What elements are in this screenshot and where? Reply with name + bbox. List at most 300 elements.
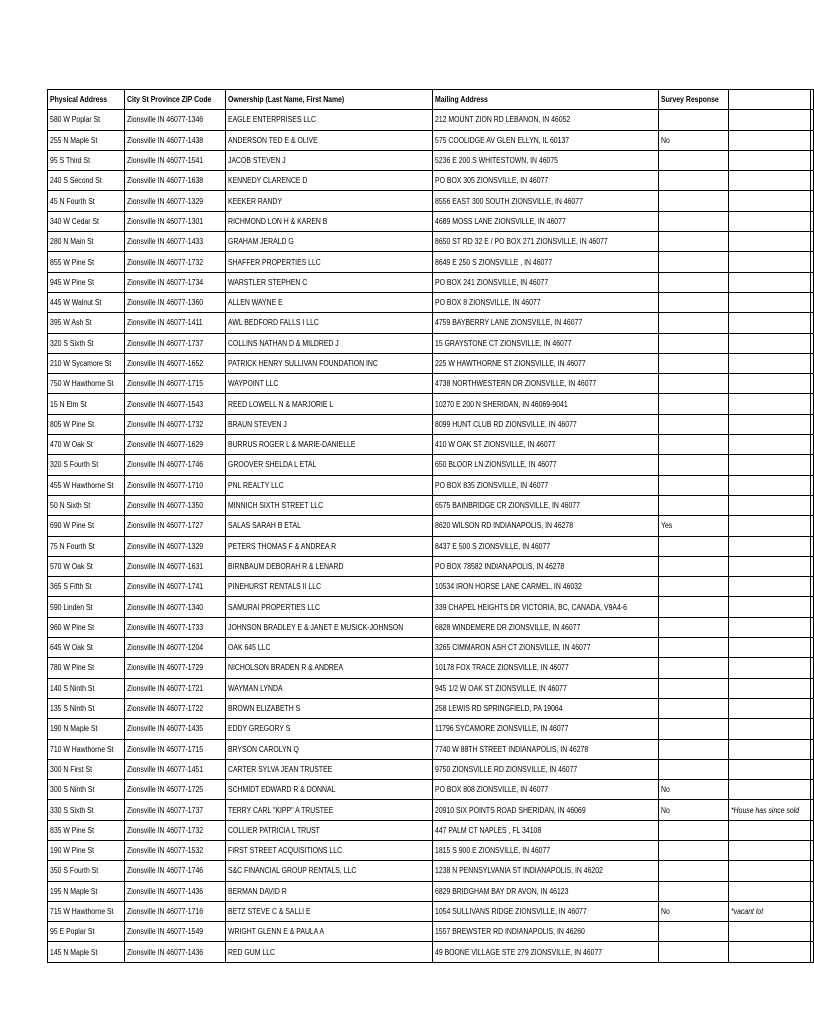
cell-ownership: SCHMIDT EDWARD R & DONNAL [225,780,432,800]
cell-note [729,252,811,272]
cell-ownership: BROWN ELIZABETH S [225,698,432,718]
cell-survey-response [658,455,728,475]
cell-blank [811,800,814,820]
cell-city-zip: Zionsville IN 46077-1451 [124,759,225,779]
table-row [48,800,814,820]
cell-note [729,536,811,556]
cell-blank [811,658,814,678]
cell-physical-address: 255 N Maple St [48,130,125,150]
cell-note [729,211,811,231]
cell-physical-address: 715 W Hawthorne St [48,901,125,921]
cell-ownership: FIRST STREET ACQUISITIONS LLC [225,840,432,860]
cell-mailing-address: 8099 HUNT CLUB RD ZIONSVILLE, IN 46077 [432,414,658,434]
cell-survey-response [658,313,728,333]
cell-blank [811,353,814,373]
cell-blank [811,739,814,759]
cell-mailing-address: 8556 EAST 300 SOUTH ZIONSVILLE, IN 46077 [432,191,658,211]
cell-mailing-address: 1557 BREWSTER RD INDIANAPOLIS, IN 46260 [432,922,658,942]
cell-physical-address: 855 W Pine St [48,252,125,272]
cell-note [729,110,811,130]
cell-mailing-address: 1815 S 900 E ZIONSVILLE, IN 46077 [432,840,658,860]
cell-city-zip: Zionsville IN 46077-1721 [124,678,225,698]
cell-physical-address: 190 N Maple St [48,719,125,739]
cell-mailing-address: PO BOX 808 ZIONSVILLE, IN 46077 [432,780,658,800]
cell-ownership: SHAFFER PROPERTIES LLC [225,252,432,272]
cell-city-zip: Zionsville IN 46077-1733 [124,617,225,637]
cell-city-zip: Zionsville IN 46077-1638 [124,171,225,191]
table-row [48,678,814,698]
cell-blank [811,719,814,739]
cell-physical-address: 570 W Oak St [48,556,125,576]
cell-ownership: JACOB STEVEN J [225,150,432,170]
table-row [48,272,814,292]
table-row [48,881,814,901]
cell-mailing-address: 410 W OAK ST ZIONSVILLE, IN 46077 [432,435,658,455]
table-row [48,313,814,333]
cell-ownership: WAYMAN LYNDA [225,678,432,698]
header-blank-2 [811,90,814,110]
cell-city-zip: Zionsville IN 46077-1436 [124,942,225,962]
cell-city-zip: Zionsville IN 46077-1732 [124,252,225,272]
header-blank-1 [729,90,811,110]
cell-city-zip: Zionsville IN 46077-1438 [124,130,225,150]
cell-mailing-address: 339 CHAPEL HEIGHTS DR VICTORIA, BC, CANADA, V9A4-6 [432,597,658,617]
cell-mailing-address: 15 GRAYSTONE CT ZIONSVILLE, IN 46077 [432,333,658,353]
cell-survey-response [658,232,728,252]
cell-mailing-address: 258 LEWIS RD SPRINGFIELD, PA 19064 [432,698,658,718]
table-row [48,171,814,191]
table-row [48,353,814,373]
cell-physical-address: 805 W Pine St [48,414,125,434]
cell-note [729,516,811,536]
cell-city-zip: Zionsville IN 46077-1631 [124,556,225,576]
table-row [48,455,814,475]
table-row [48,475,814,495]
cell-note [729,272,811,292]
cell-blank [811,171,814,191]
cell-mailing-address: 4759 BAYBERRY LANE ZIONSVILLE, IN 46077 [432,313,658,333]
cell-city-zip: Zionsville IN 46077-1725 [124,780,225,800]
cell-blank [811,211,814,231]
cell-survey-response [658,150,728,170]
cell-note [729,719,811,739]
cell-survey-response [658,861,728,881]
cell-ownership: REED LOWELL N & MARJORIE L [225,394,432,414]
cell-blank [811,110,814,130]
cell-mailing-address: 49 BOONE VILLAGE STE 279 ZIONSVILLE, IN 46077 [432,942,658,962]
cell-blank [811,292,814,312]
cell-ownership: GRAHAM JERALD G [225,232,432,252]
cell-mailing-address: 3265 CIMMARON ASH CT ZIONSVILLE, IN 46077 [432,638,658,658]
cell-city-zip: Zionsville IN 46077-1715 [124,739,225,759]
cell-mailing-address: 6829 BRIDGHAM BAY DR AVON, IN 46123 [432,881,658,901]
cell-ownership: NICHOLSON BRADEN R & ANDREA [225,658,432,678]
table-row [48,374,814,394]
cell-city-zip: Zionsville IN 46077-1204 [124,638,225,658]
cell-mailing-address: 9750 ZIONSVILLE RD ZIONSVILLE, IN 46077 [432,759,658,779]
table-row [48,942,814,962]
cell-physical-address: 470 W Oak St [48,435,125,455]
table-row [48,922,814,942]
cell-physical-address: 145 N Maple St [48,942,125,962]
cell-survey-response [658,272,728,292]
table-row [48,414,814,434]
cell-note [729,577,811,597]
cell-blank [811,759,814,779]
cell-physical-address: 280 N Main St [48,232,125,252]
cell-ownership: BIRNBAUM DEBORAH R & LENARD [225,556,432,576]
cell-city-zip: Zionsville IN 46077-1737 [124,800,225,820]
table-row [48,150,814,170]
cell-survey-response [658,739,728,759]
cell-survey-response [658,333,728,353]
cell-mailing-address: 945 1/2 W OAK ST ZIONSVILLE, IN 46077 [432,678,658,698]
cell-physical-address: 95 E Poplar St [48,922,125,942]
cell-blank [811,536,814,556]
cell-city-zip: Zionsville IN 46077-1411 [124,313,225,333]
cell-city-zip: Zionsville IN 46077-1346 [124,110,225,130]
cell-mailing-address: 650 BLOOR LN ZIONSVILLE, IN 46077 [432,455,658,475]
cell-city-zip: Zionsville IN 46077-1734 [124,272,225,292]
table-row [48,536,814,556]
cell-blank [811,333,814,353]
cell-ownership: TERRY CARL "KIPP" A TRUSTEE [225,800,432,820]
header-physical-address: Physical Address [48,90,125,110]
cell-note [729,638,811,658]
cell-blank [811,922,814,942]
cell-physical-address: 190 W Pine St [48,840,125,860]
table-row [48,252,814,272]
cell-survey-response [658,252,728,272]
cell-blank [811,820,814,840]
cell-physical-address: 780 W Pine St [48,658,125,678]
table-row [48,901,814,921]
table-row [48,110,814,130]
cell-blank [811,638,814,658]
cell-note [729,150,811,170]
cell-city-zip: Zionsville IN 46077-1729 [124,658,225,678]
cell-blank [811,861,814,881]
cell-mailing-address: PO BOX 8 ZIONSVILLE, IN 46077 [432,292,658,312]
cell-note [729,171,811,191]
cell-physical-address: 75 N Fourth St [48,536,125,556]
cell-physical-address: 50 N Sixth St [48,495,125,515]
cell-ownership: MINNICH SIXTH STREET LLC [225,495,432,515]
cell-note [729,942,811,962]
table-row [48,556,814,576]
cell-physical-address: 15 N Elm St [48,394,125,414]
cell-ownership: SAMURAI PROPERTIES LLC [225,597,432,617]
cell-survey-response [658,638,728,658]
cell-ownership: EAGLE ENTERPRISES LLC [225,110,432,130]
cell-physical-address: 135 S Ninth St [48,698,125,718]
cell-ownership: PNL REALTY LLC [225,475,432,495]
cell-ownership: COLLIER PATRICIA L TRUST [225,820,432,840]
cell-survey-response: No [658,130,728,150]
cell-survey-response [658,353,728,373]
header-survey-response: Survey Response [658,90,728,110]
cell-note [729,840,811,860]
table-row [48,780,814,800]
cell-survey-response [658,556,728,576]
cell-physical-address: 710 W Hawthorne St [48,739,125,759]
cell-note [729,698,811,718]
cell-city-zip: Zionsville IN 46077-1360 [124,292,225,312]
cell-survey-response [658,374,728,394]
cell-city-zip: Zionsville IN 46077-1737 [124,333,225,353]
cell-mailing-address: 8437 E 500 S ZIONSVILLE, IN 46077 [432,536,658,556]
cell-physical-address: 350 S Fourth St [48,861,125,881]
table-row [48,840,814,860]
cell-survey-response [658,658,728,678]
cell-city-zip: Zionsville IN 46077-1652 [124,353,225,373]
cell-survey-response [658,759,728,779]
cell-survey-response [658,292,728,312]
cell-blank [811,374,814,394]
cell-note [729,617,811,637]
table-row [48,232,814,252]
cell-note [729,313,811,333]
cell-note [729,191,811,211]
cell-mailing-address: 7740 W 88TH STREET INDIANAPOLIS, IN 46278 [432,739,658,759]
cell-mailing-address: 10178 FOX TRACE ZIONSVILLE, IN 46077 [432,658,658,678]
cell-survey-response [658,597,728,617]
cell-blank [811,313,814,333]
cell-note [729,333,811,353]
cell-note: *vacant lot [729,901,811,921]
cell-ownership: BRYSON CAROLYN Q [225,739,432,759]
cell-mailing-address: 1054 SULLIVANS RIDGE ZIONSVILLE, IN 46077 [432,901,658,921]
cell-mailing-address: 8650 ST RD 32 E / PO BOX 271 ZIONSVILLE, IN 46077 [432,232,658,252]
cell-survey-response [658,495,728,515]
cell-ownership: PINEHURST RENTALS II LLC [225,577,432,597]
table-row [48,617,814,637]
cell-ownership: BETZ STEVE C & SALLI E [225,901,432,921]
cell-survey-response [658,435,728,455]
cell-blank [811,556,814,576]
cell-city-zip: Zionsville IN 46077-1435 [124,719,225,739]
cell-ownership: GROOVER SHELDA L ETAL [225,455,432,475]
cell-ownership: PATRICK HENRY SULLIVAN FOUNDATION INC [225,353,432,373]
cell-survey-response [658,211,728,231]
cell-ownership: S&C FINANCIAL GROUP RENTALS, LLC [225,861,432,881]
cell-physical-address: 590 Linden St [48,597,125,617]
cell-survey-response [658,191,728,211]
table-row [48,577,814,597]
cell-city-zip: Zionsville IN 46077-1727 [124,516,225,536]
table-row [48,698,814,718]
cell-mailing-address: 11796 SYCAMORE ZIONSVILLE, IN 46077 [432,719,658,739]
cell-blank [811,495,814,515]
cell-survey-response [658,942,728,962]
cell-survey-response [658,820,728,840]
cell-blank [811,191,814,211]
cell-note [729,922,811,942]
cell-blank [811,150,814,170]
cell-survey-response [658,110,728,130]
cell-physical-address: 580 W Poplar St [48,110,125,130]
cell-mailing-address: 10270 E 200 N SHERIDAN, IN 46069-9041 [432,394,658,414]
cell-mailing-address: 225 W HAWTHORNE ST ZIONSVILLE, IN 46077 [432,353,658,373]
table-row [48,820,814,840]
cell-blank [811,678,814,698]
cell-note [729,292,811,312]
cell-survey-response [658,719,728,739]
table-row [48,638,814,658]
cell-note [729,597,811,617]
cell-mailing-address: 1238 N PENNSYLVANIA ST INDIANAPOLIS, IN 46202 [432,861,658,881]
cell-survey-response [658,171,728,191]
cell-note [729,374,811,394]
cell-ownership: RED GUM LLC [225,942,432,962]
table-row [48,191,814,211]
table-row [48,658,814,678]
cell-ownership: BRAUN STEVEN J [225,414,432,434]
cell-ownership: ALLEN WAYNE E [225,292,432,312]
cell-ownership: CARTER SYLVA JEAN TRUSTEE [225,759,432,779]
cell-ownership: SALAS SARAH B ETAL [225,516,432,536]
cell-city-zip: Zionsville IN 46077-1715 [124,374,225,394]
cell-city-zip: Zionsville IN 46077-1710 [124,475,225,495]
cell-mailing-address: 4689 MOSS LANE ZIONSVILLE, IN 46077 [432,211,658,231]
cell-physical-address: 395 W Ash St [48,313,125,333]
cell-city-zip: Zionsville IN 46077-1541 [124,150,225,170]
cell-survey-response [658,617,728,637]
cell-blank [811,597,814,617]
cell-note [729,475,811,495]
cell-physical-address: 95 S Third St [48,150,125,170]
cell-blank [811,232,814,252]
cell-mailing-address: 6575 BAINBRIDGE CR ZIONSVILLE, IN 46077 [432,495,658,515]
cell-mailing-address: PO BOX 835 ZIONSVILLE, IN 46077 [432,475,658,495]
cell-ownership: AWL BEDFORD FALLS I LLC [225,313,432,333]
cell-city-zip: Zionsville IN 46077-1350 [124,495,225,515]
cell-physical-address: 195 N Maple St [48,881,125,901]
cell-mailing-address: 4738 NORTHWESTERN DR ZIONSVILLE, IN 46077 [432,374,658,394]
cell-blank [811,617,814,637]
table-row [48,211,814,231]
cell-ownership: COLLINS NATHAN D & MILDRED J [225,333,432,353]
cell-city-zip: Zionsville IN 46077-1716 [124,901,225,921]
cell-physical-address: 240 S Second St [48,171,125,191]
cell-note: *House has since sold [729,800,811,820]
cell-blank [811,698,814,718]
cell-note [729,435,811,455]
cell-ownership: EDDY GREGORY S [225,719,432,739]
cell-note [729,678,811,698]
header-ownership: Ownership (Last Name, First Name) [225,90,432,110]
cell-survey-response [658,414,728,434]
cell-note [729,414,811,434]
cell-city-zip: Zionsville IN 46077-1340 [124,597,225,617]
table-row [48,333,814,353]
cell-note [729,455,811,475]
cell-blank [811,901,814,921]
cell-blank [811,394,814,414]
cell-blank [811,881,814,901]
cell-survey-response [658,922,728,942]
cell-survey-response: No [658,901,728,921]
cell-blank [811,516,814,536]
cell-physical-address: 330 S Sixth St [48,800,125,820]
cell-physical-address: 645 W Oak St [48,638,125,658]
cell-blank [811,840,814,860]
header-mailing-address: Mailing Address [432,90,658,110]
cell-ownership: KEEKER RANDY [225,191,432,211]
cell-blank [811,435,814,455]
cell-ownership: RICHMOND LON H & KAREN B [225,211,432,231]
cell-physical-address: 140 S Ninth St [48,678,125,698]
table-row [48,861,814,881]
cell-physical-address: 365 S Fifth St [48,577,125,597]
cell-ownership: OAK 645 LLC [225,638,432,658]
cell-city-zip: Zionsville IN 46077-1433 [124,232,225,252]
cell-mailing-address: 8649 E 250 S ZIONSVILLE , IN 46077 [432,252,658,272]
cell-blank [811,130,814,150]
cell-physical-address: 210 W Sycamore St [48,353,125,373]
cell-city-zip: Zionsville IN 46077-1741 [124,577,225,597]
cell-city-zip: Zionsville IN 46077-1329 [124,536,225,556]
cell-ownership: KENNEDY CLARENCE D [225,171,432,191]
cell-city-zip: Zionsville IN 46077-1746 [124,455,225,475]
cell-physical-address: 455 W Hawthorne St [48,475,125,495]
cell-city-zip: Zionsville IN 46077-1732 [124,414,225,434]
cell-note [729,353,811,373]
cell-city-zip: Zionsville IN 46077-1746 [124,861,225,881]
table-row [48,495,814,515]
cell-city-zip: Zionsville IN 46077-1436 [124,881,225,901]
cell-mailing-address: 575 COOLIDGE AV GLEN ELLYN, IL 60137 [432,130,658,150]
cell-mailing-address: 20910 SIX POINTS ROAD SHERIDAN, IN 46069 [432,800,658,820]
cell-city-zip: Zionsville IN 46077-1722 [124,698,225,718]
cell-physical-address: 320 S Fourth St [48,455,125,475]
cell-note [729,658,811,678]
cell-mailing-address: 8620 WILSON RD INDIANAPOLIS, IN 46278 [432,516,658,536]
cell-survey-response [658,840,728,860]
cell-city-zip: Zionsville IN 46077-1329 [124,191,225,211]
cell-city-zip: Zionsville IN 46077-1629 [124,435,225,455]
cell-survey-response [658,881,728,901]
cell-physical-address: 300 N First St [48,759,125,779]
table-row [48,292,814,312]
cell-blank [811,272,814,292]
cell-survey-response [658,678,728,698]
table-row [48,719,814,739]
header-row [48,90,814,110]
cell-physical-address: 960 W Pine St [48,617,125,637]
table-row [48,597,814,617]
table-row [48,739,814,759]
cell-survey-response [658,536,728,556]
cell-note [729,739,811,759]
cell-blank [811,252,814,272]
cell-mailing-address: PO BOX 78582 INDIANAPOLIS, IN 46278 [432,556,658,576]
cell-city-zip: Zionsville IN 46077-1543 [124,394,225,414]
cell-physical-address: 320 S Sixth St [48,333,125,353]
cell-ownership: WAYPOINT LLC [225,374,432,394]
cell-survey-response [658,577,728,597]
cell-physical-address: 690 W Pine St [48,516,125,536]
cell-note [729,780,811,800]
cell-survey-response [658,475,728,495]
cell-blank [811,455,814,475]
cell-note [729,820,811,840]
cell-survey-response: No [658,800,728,820]
cell-blank [811,414,814,434]
cell-ownership: ANDERSON TED E & OLIVE [225,130,432,150]
cell-note [729,556,811,576]
cell-note [729,861,811,881]
